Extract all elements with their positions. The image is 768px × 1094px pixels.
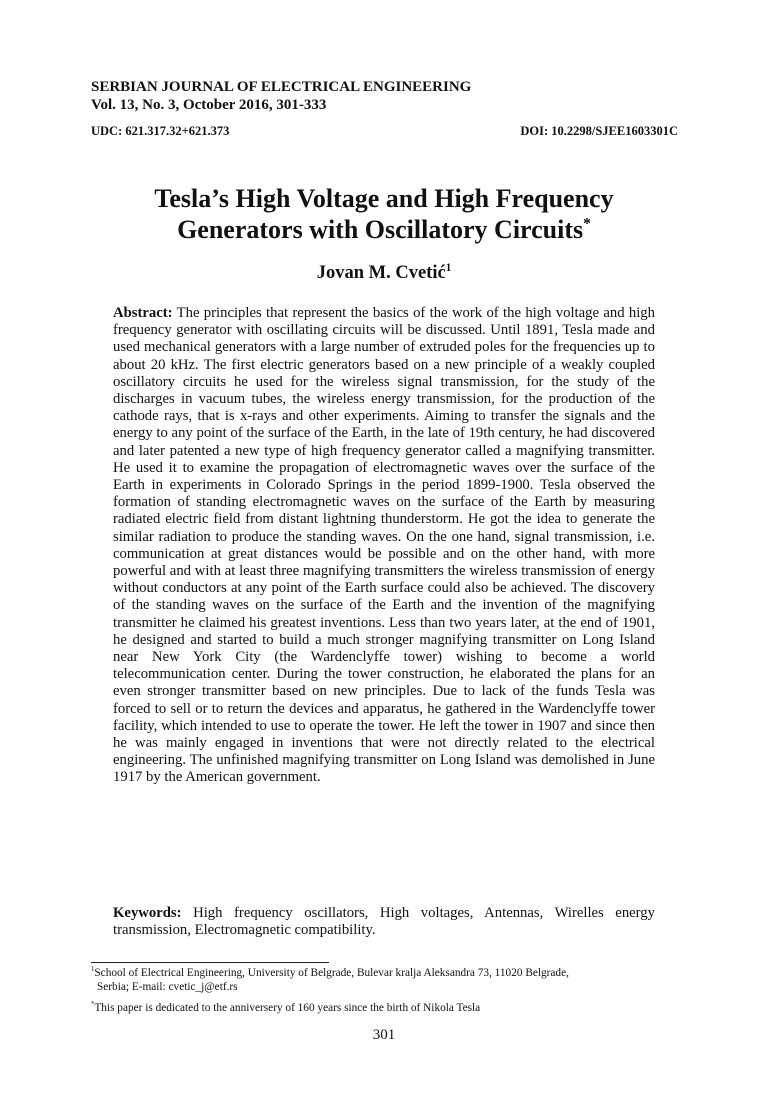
author (60, 263, 708, 284)
author-footnote-mark: 1 (445, 261, 452, 274)
title-line-1: Tesla’s High Voltage and High Frequency (154, 184, 614, 213)
title-line-2-text: Generators with Oscillatory Circuits (177, 215, 584, 244)
footnote-2-mark: * (91, 1001, 95, 1009)
footnote-1-text: School of Electrical Engineering, University of Belgrade, Bulevar kralja Aleksandra 73, 11020 Belgrade, (94, 967, 569, 979)
keywords (113, 905, 655, 939)
abstract (113, 305, 655, 787)
journal-header (91, 78, 471, 114)
footnote-1-mark: 1 (91, 966, 95, 974)
footnote-2-text: This paper is dedicated to the anniversery of 160 years since the birth of Nikola Tesla (94, 1002, 481, 1014)
title-line-2 (60, 214, 708, 245)
article-meta (91, 124, 678, 139)
author-name: Jovan M. Cvetić (316, 263, 446, 283)
abstract-label: Abstract: (113, 305, 173, 321)
journal-name: SERBIAN JOURNAL OF ELECTRICAL ENGINEERING (91, 79, 472, 95)
title-footnote-mark: * (583, 215, 591, 233)
footnote-divider (91, 962, 329, 963)
abstract-text: The principles that represent the basics of the work of the high voltage and high frequency generator with oscillating circuits will be discussed. Until 1891, Tesla made and used mechanical generators with a large number of extruded poles for the frequencies up to about 20 kHz. The first electric generators based on a new principle of a weakly coupled oscillatory circuits he used for the wireless signal transmission, for the study of the discharges in vacuum tubes, the wireless energy transmission, for the production of the cathode rays, that is x-rays and other experiments. Aiming to transfer the signals and the energy to any point of the surface of the Earth, in the late of 19th century, he had discovered and later patented a new type of high frequency generator called a magnifying transmitter. He used it to examine the propagation of electromagnetic waves over the surface of the Earth in experiments in Colorado Springs in the period 1899-1900. Tesla observed the formation of standing electromagnetic waves on the surface of the Earth by measuring radiated electric field from distant lightning thunderstorm. He got the idea to generate the similar radiation to produce the standing waves. On the one hand, signal transmission, i.e. communication at great distances would be possible and on the other hand, with more powerful and with at least three magnifying transmitters the wireless transmission of energy without conductors at any point of the Earth surface could also be achieved. The discovery of the standing waves on the surface of the Earth and the invention of the magnifying transmitter he claimed his greatest inventions. Less than two years later, at the end of 1901, he designed and started to build a much stronger magnifying transmitter on Long Island near New York City (the Wardenclyffe tower) wishing to become a world telecommunication center. During the tower construction, he elaborated the plans for an even stronger transmitter based on new principles. Due to lack of the funds Tesla was forced to sell or to return the devices and apparatus, he gathered in the Wardenclyffe tower facility, which intended to use to operate the tower. He left the tower in 1907 and since then he was mainly engaged in inventions that were not directly related to the electrical engineering. The unfinished magnifying transmitter on Long Island was demolished in June 1917 by the American government. (113, 305, 655, 786)
footnote-dedication (91, 1001, 681, 1015)
keywords-label: Keywords: (113, 905, 182, 921)
udc-code: UDC: 621.317.32+621.373 (91, 124, 230, 138)
footnote-affiliation (91, 966, 681, 994)
keywords-text: High frequency oscillators, High voltages, Antennas, Wirelles energy transmission, Electromagnetic compatibility. (113, 905, 655, 939)
page-number: 301 (372, 1027, 396, 1043)
doi: DOI: 10.2298/SJEE1603301C (520, 124, 678, 138)
paper-title (60, 183, 708, 245)
footnote-affiliation-line-2: Serbia; E-mail: cvetic_j@etf.rs (97, 981, 238, 993)
footnote-affiliation-line-1 (91, 966, 681, 980)
volume-info: Vol. 13, No. 3, October 2016, 301-333 (91, 97, 327, 113)
